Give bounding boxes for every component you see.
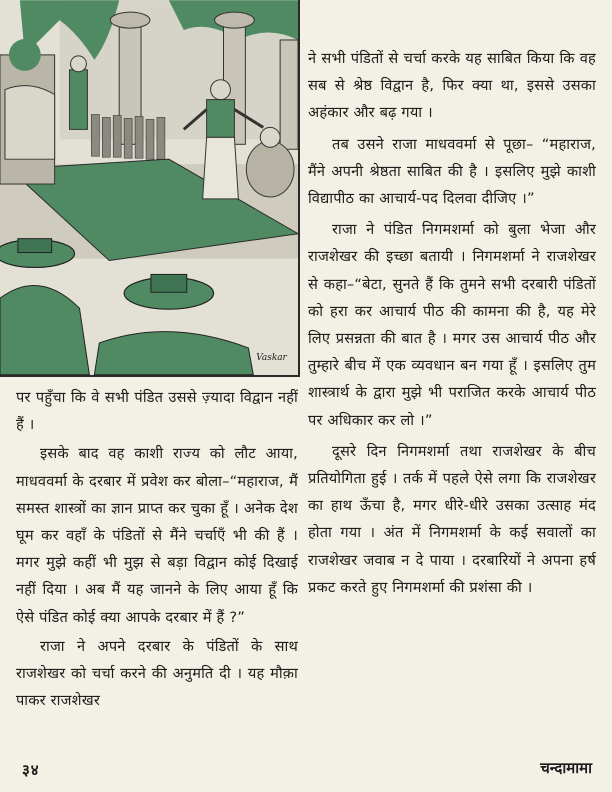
court-scene-drawing	[0, 0, 298, 375]
right-paragraph-1: ने सभी पंडितों से चर्चा करके यह साबित किया कि वह सब से श्रेष्ठ विद्वान है, फिर क्या था, इससे उसका अहंकार और बढ़ गया ।	[308, 50, 596, 122]
left-paragraph-1: पर पहुँचा कि वे सभी पंडित उससे ज़्यादा विद्वान नहीं हैं ।	[16, 389, 298, 434]
artist-signature: Vaskar	[256, 352, 287, 363]
left-paragraph-3: राजा ने अपने दरबार के पंडितों के साथ राजशेखर को चर्चा करने की अनुमति दी । यह मौक़ा पाकर राजशेखर	[16, 637, 298, 710]
court-illustration	[0, 0, 300, 377]
right-paragraph-3: राजा ने पंडित निगमशर्मा को बुला भेजा और राजशेखर की इच्छा बतायी । निगमशर्मा ने राजशेखर से कहा–“बेटा, सुनते हैं कि तुमने सभी दरबारी पंडितों को हरा कर आचार्य पीठ की कामना की है, यह मेरे लिए प्रसन्नता की बात है । मगर उस आचार्य पीठ और तुम्हारे बीच में एक व्यवधान बन गया हूँ । इसलिए तुम शास्त्रार्थ के द्वारा मुझे भी पराजित करके आचार्य पीठ पर अधिकार कर लो ।”	[308, 221, 596, 429]
left-paragraph-2: इसके बाद वह काशी राज्य को लौट आया, माधववर्मा के दरबार में प्रवेश कर बोला–“महाराज, मैं समस्त शास्त्रों का ज्ञान प्राप्त कर चुका हूँ । अनेक देश घूम कर वहाँ के पंडितों से मैंने चर्चाएँ भी की हैं । मगर मुझे कहीं भी मुझ से बड़ा विद्वान कोई दिखाई नहीं दिया । अब मैं यह जानने के लिए आया हूँ कि ऐसे पंडित कोई क्या आपके दरबार में हैं ?”	[16, 445, 298, 626]
right-text-column	[308, 45, 596, 601]
right-paragraph-4: दूसरे दिन निगमशर्मा तथा राजशेखर के बीच प्रतियोगिता हुई । तर्क में पहले ऐसे लगा कि राजशेखर का हाथ ऊँचा है, मगर धीरे-धीरे उसका उत्साह मंद होता गया । अंत में निगमशर्मा के कई सवालों का राजशेखर जवाब न दे पाया । दरबारियों ने अपना हर्ष प्रकट करते हुए निगमशर्मा की प्रशंसा की ।	[308, 442, 596, 596]
right-paragraph-2: तब उसने राजा माधववर्मा से पूछा– “महाराज, मैंने अपनी श्रेष्ठता साबित की है । इसलिए मुझे काशी विद्यापीठ का आचार्य-पद दिलवा दीजिए ।”	[308, 135, 596, 208]
magazine-title: चन्दामामा	[540, 759, 592, 777]
left-text-column	[16, 384, 298, 714]
page-number: ३४	[22, 761, 40, 779]
